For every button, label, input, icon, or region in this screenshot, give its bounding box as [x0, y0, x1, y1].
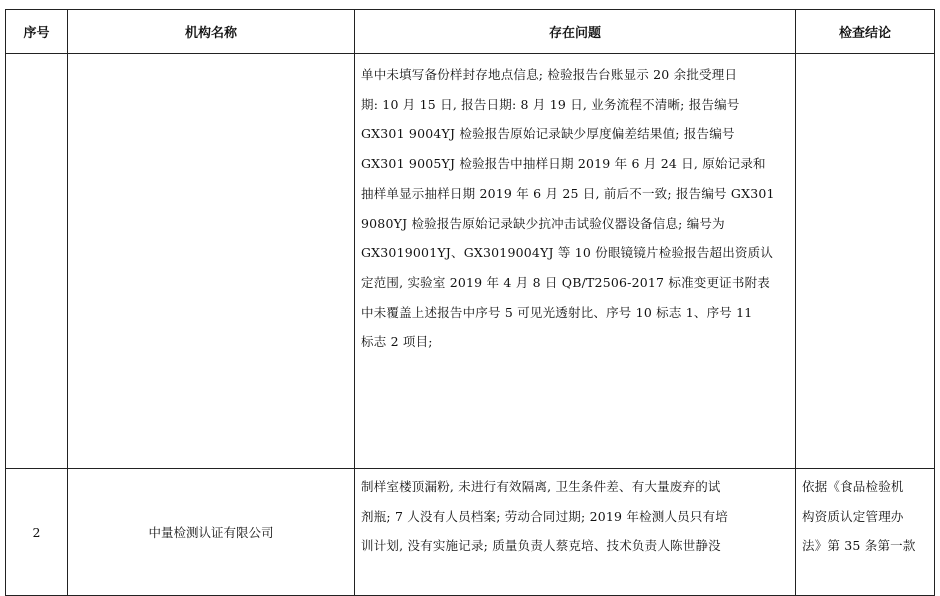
problem-line: 定范围, 实验室 2019 年 4 月 8 日 QB/T2506-2017 标准变更证书附表: [361, 274, 770, 290]
problem-line: 训计划, 没有实施记录; 质量负责人蔡克培、技术负责人陈世静没: [361, 538, 721, 554]
problem-line: GX3019001YJ、GX3019004YJ 等 10 份眼镜镜片检验报告超出资质认: [361, 245, 774, 261]
conclusion-line: 构资质认定管理办: [802, 508, 904, 524]
row-no: [6, 54, 68, 469]
problem-line: 剂瓶; 7 人没有人员档案; 劳动合同过期; 2019 年检测人员只有培: [361, 508, 728, 524]
problem-line: 单中未填写备份样封存地点信息; 检验报告台账显示 20 余批受理日: [361, 67, 738, 82]
header-no: 序号: [6, 10, 68, 54]
table-row: [6, 54, 935, 469]
problem-line: 中未覆盖上述报告中序号 5 可见光透射比、序号 10 标志 1、序号 11: [361, 304, 753, 320]
problem-line: 期: 10 月 15 日, 报告日期: 8 月 19 日, 业务流程不清晰; 报告编号: [361, 96, 740, 112]
table-row: [6, 469, 935, 596]
problem-line: 抽样单显示抽样日期 2019 年 6 月 25 日, 前后不一致; 报告编号 GX301: [361, 185, 775, 201]
problem-line: 制样室楼顶漏粉, 未进行有效隔离, 卫生条件差、有大量废弃的试: [361, 479, 721, 494]
header-row: [6, 10, 935, 54]
problem-line: 9080YJ 检验报告原始记录缺少抗冲击试验仪器设备信息; 编号为: [361, 215, 725, 231]
row-conclusion: [796, 54, 935, 469]
header-problems: 存在问题: [355, 10, 796, 54]
header-org: 机构名称: [68, 10, 355, 54]
problem-line: GX301 9005YJ 检验报告中抽样日期 2019 年 6 月 24 日, 原始记录和: [361, 156, 766, 172]
row-org: 中量检测认证有限公司: [68, 469, 355, 596]
row-conclusion: [796, 469, 935, 596]
header-conclusion: 检查结论: [796, 10, 935, 54]
inspection-table: [5, 9, 935, 596]
row-no: 2: [6, 469, 68, 596]
conclusion-line: 依据《食品检验机: [802, 479, 904, 494]
problem-line: GX301 9004YJ 检验报告原始记录缺少厚度偏差结果值; 报告编号: [361, 126, 735, 142]
row-problems: [355, 54, 796, 469]
row-problems: [355, 469, 796, 596]
conclusion-line: 法》第 35 条第一款: [802, 538, 916, 554]
row-org: [68, 54, 355, 469]
problem-line: 标志 2 项目;: [361, 334, 433, 350]
